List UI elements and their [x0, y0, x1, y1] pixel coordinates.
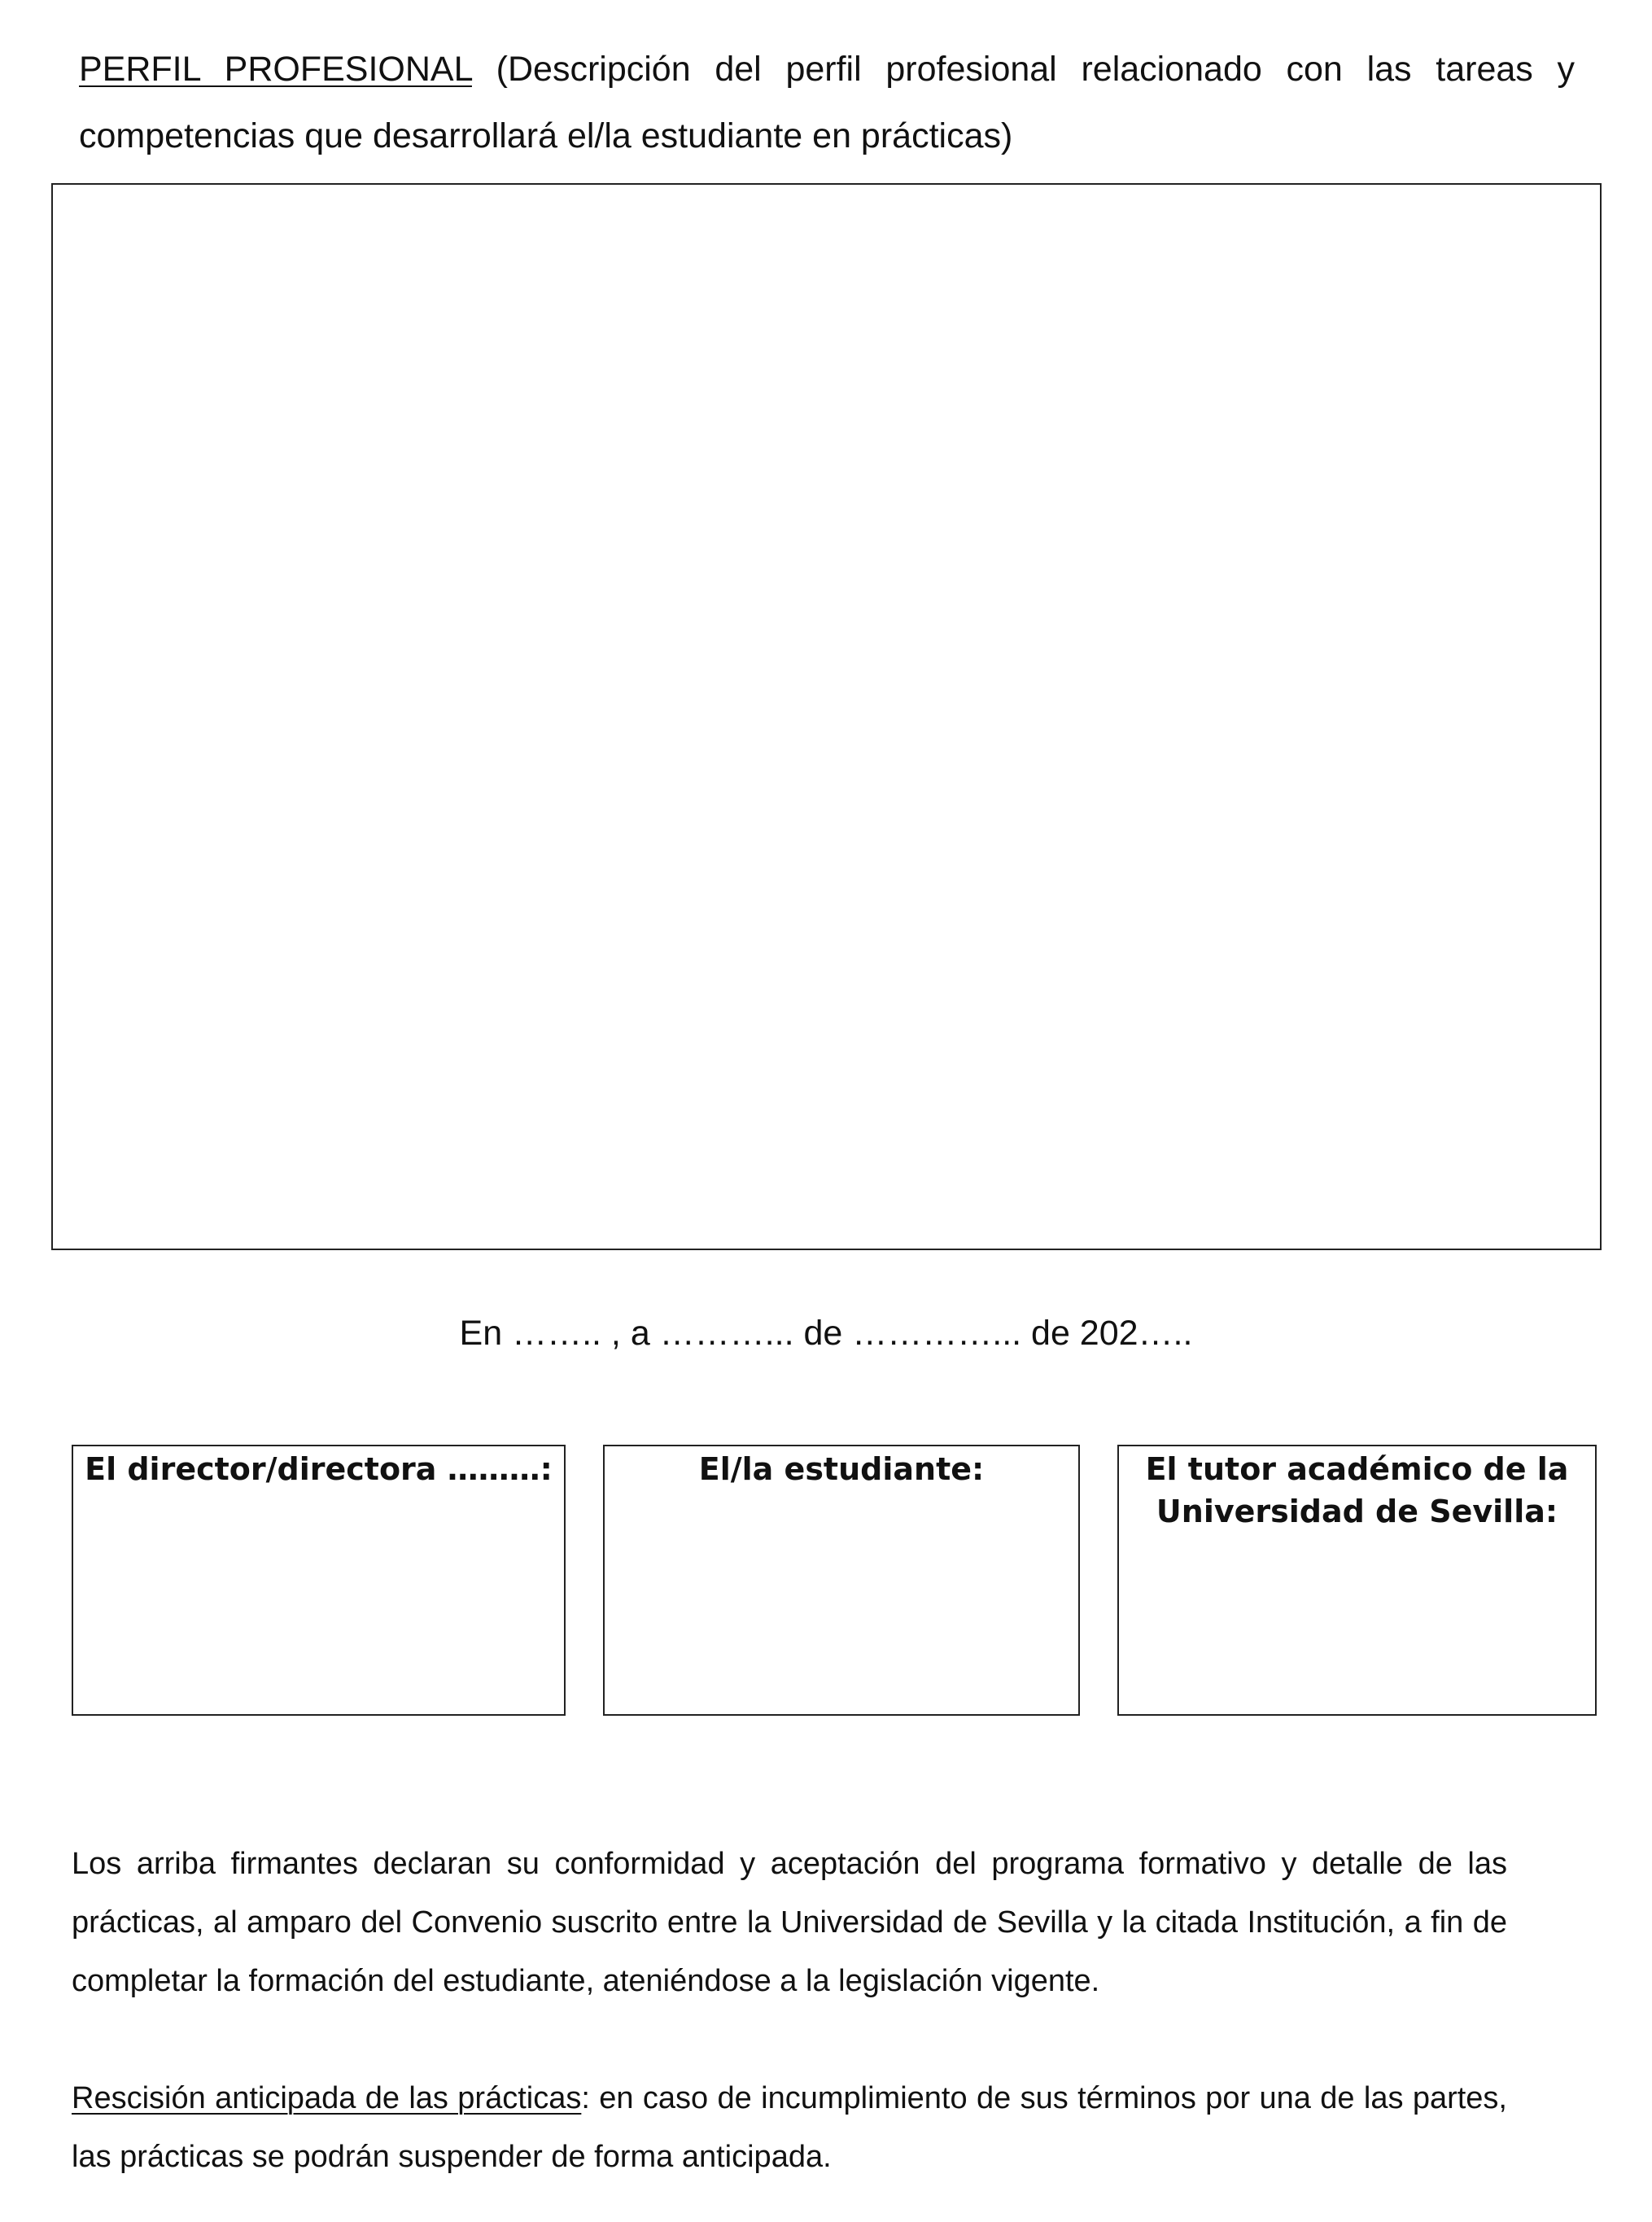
rescission-text: : en caso de incumplimiento de sus términos por una de las partes, las prácticas se podrán suspender de forma anticipada. — [72, 2081, 1507, 2174]
signature-label-student: El/la estudiante: — [698, 1451, 985, 1487]
signature-label-director: El director/directora ………: — [85, 1451, 553, 1487]
signature-label-tutor: El tutor académico de la Universidad de Sevilla: — [1145, 1451, 1569, 1529]
rescission-label: Rescisión anticipada de las prácticas — [72, 2081, 582, 2115]
declaration-paragraph: Los arriba firmantes declaran su conformidad y aceptación del programa formativo y detalle de las prácticas, al amparo del Convenio suscrito entre la Universidad de Sevilla y la citada Institución, a fin de completar la formación del estudiante, ateniéndose a la legislación vigente. — [72, 1847, 1507, 1998]
profile-heading — [79, 36, 1575, 169]
date-line: En …….. , a ………... de …………... de 202….. — [459, 1314, 1193, 1353]
rescission-paragraph — [72, 2069, 1507, 2186]
profile-description-box[interactable] — [51, 183, 1602, 1250]
profile-heading-title: PERFIL PROFESIONAL — [79, 50, 472, 89]
signature-box-tutor[interactable] — [1117, 1445, 1597, 1716]
profile-heading-description: (Descripción del perfil profesional relacionado con las tareas y competencias que desarrollará el/la estudiante en prácticas) — [79, 50, 1575, 155]
signature-box-student[interactable] — [603, 1445, 1080, 1716]
signature-box-director[interactable] — [72, 1445, 566, 1716]
